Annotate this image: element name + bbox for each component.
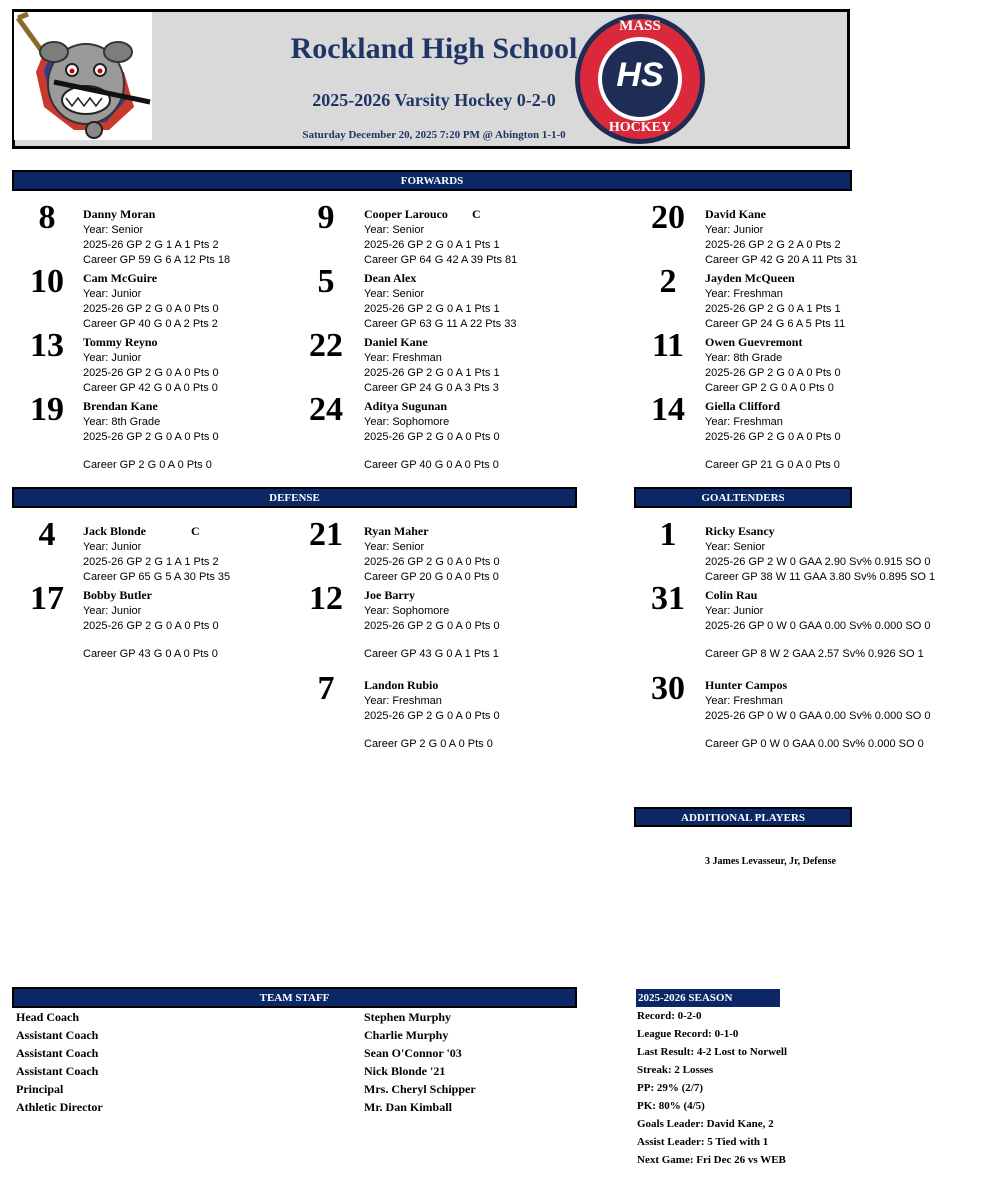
player-career-stats: Career GP 43 G 0 A 1 Pts 1	[364, 648, 499, 660]
jersey-number: 9	[317, 199, 335, 236]
staff-name: Nick Blonde '21	[364, 1064, 446, 1078]
player-name: Tommy Reyno	[83, 335, 158, 349]
season-stat-line: PK: 80% (4/5)	[637, 1100, 705, 1112]
season-stat-line: Last Result: 4-2 Lost to Norwell	[637, 1046, 788, 1058]
player-career-stats: Career GP 63 G 11 A 22 Pts 33	[364, 318, 517, 330]
jersey-number: 14	[651, 391, 685, 428]
season-stat-line: Goals Leader: David Kane, 2	[637, 1118, 774, 1130]
player-career-stats: Career GP 2 G 0 A 0 Pts 0	[705, 382, 834, 394]
player-name: Danny Moran	[83, 207, 156, 221]
player-name: Ryan Maher	[364, 524, 429, 538]
player-career-stats: Career GP 65 G 5 A 30 Pts 35	[83, 571, 231, 583]
staff-name: Mr. Dan Kimball	[364, 1100, 452, 1114]
player-year: Year: Senior	[364, 224, 425, 236]
player-year: Year: Freshman	[705, 288, 783, 300]
player-name: Jayden McQueen	[705, 271, 795, 285]
player-year: Year: Senior	[705, 541, 766, 553]
jersey-number: 2	[659, 263, 677, 300]
player-career-stats: Career GP 42 G 20 A 11 Pts 31	[705, 254, 858, 266]
team-staff-bar: TEAM STAFF	[12, 987, 577, 1008]
player-year: Year: Junior	[705, 224, 764, 236]
defense-section-bar: DEFENSE	[12, 487, 577, 508]
player-career-stats: Career GP 64 G 42 A 39 Pts 81	[364, 254, 518, 266]
player-name: Cooper Larouco	[364, 207, 448, 221]
player-name: Daniel Kane	[364, 335, 428, 349]
bulldog-logo	[14, 12, 152, 140]
staff-role: Assistant Coach	[16, 1028, 99, 1042]
staff-role: Assistant Coach	[16, 1064, 99, 1078]
jersey-number: 30	[651, 670, 685, 707]
logo-mass-text: MASS	[619, 18, 661, 34]
additional-player-entry: 3 James Levasseur, Jr, Defense	[705, 856, 836, 867]
jersey-number: 11	[651, 327, 685, 364]
jersey-number: 17	[30, 580, 64, 617]
player-season-stats: 2025-26 GP 2 G 0 A 0 Pts 0	[83, 431, 219, 443]
staff-role: Assistant Coach	[16, 1046, 99, 1060]
player-career-stats: Career GP 40 G 0 A 0 Pts 0	[364, 459, 499, 471]
season-stat-line: Next Game: Fri Dec 26 vs WEB	[637, 1154, 786, 1166]
player-career-stats: Career GP 43 G 0 A 0 Pts 0	[83, 648, 218, 660]
player-season-stats: 2025-26 GP 2 G 1 A 1 Pts 2	[83, 239, 219, 251]
player-year: Year: Senior	[364, 288, 425, 300]
player-year: Year: Junior	[83, 541, 142, 553]
game-info: Saturday December 20, 2025 7:20 PM @ Abington 1-1-0	[302, 129, 566, 141]
player-career-stats: Career GP 2 G 0 A 0 Pts 0	[83, 459, 212, 471]
jersey-number: 21	[309, 516, 343, 553]
player-season-stats: 2025-26 GP 2 W 0 GAA 2.90 Sv% 0.915 SO 0	[705, 556, 931, 568]
jersey-number: 12	[309, 580, 343, 617]
player-season-stats: 2025-26 GP 2 G 0 A 0 Pts 0	[83, 367, 219, 379]
player-year: Year: Sophomore	[364, 416, 450, 428]
jersey-number: 13	[30, 327, 64, 364]
player-name: Dean Alex	[364, 271, 417, 285]
player-season-stats: 2025-26 GP 2 G 0 A 0 Pts 0	[83, 620, 219, 632]
player-career-stats: Career GP 24 G 6 A 5 Pts 11	[705, 318, 846, 330]
logo-hockey-text: HOCKEY	[608, 120, 672, 135]
player-season-stats: 2025-26 GP 2 G 0 A 0 Pts 0	[83, 303, 219, 315]
player-season-stats: 2025-26 GP 2 G 0 A 0 Pts 0	[705, 431, 841, 443]
jersey-number: 20	[651, 199, 685, 236]
logo-hs-text: HS	[616, 56, 664, 94]
player-year: Year: Freshman	[364, 352, 442, 364]
player-season-stats: 2025-26 GP 2 G 0 A 0 Pts 0	[364, 620, 500, 632]
player-season-stats: 2025-26 GP 2 G 0 A 1 Pts 1	[364, 239, 500, 251]
player-year: Year: Freshman	[705, 695, 783, 707]
player-year: Year: Junior	[705, 605, 764, 617]
jersey-number: 1	[659, 516, 677, 553]
jersey-number: 7	[317, 670, 335, 707]
player-year: Year: Freshman	[364, 695, 442, 707]
player-name: Owen Guevremont	[705, 335, 803, 349]
additional-players-bar: ADDITIONAL PLAYERS	[634, 807, 852, 827]
player-year: Year: Junior	[83, 288, 142, 300]
mass-hockey-logo	[572, 12, 708, 146]
player-year: Year: Junior	[83, 352, 142, 364]
player-year: Year: Sophomore	[364, 605, 450, 617]
player-season-stats: 2025-26 GP 2 G 0 A 0 Pts 0	[705, 367, 841, 379]
player-year: Year: 8th Grade	[83, 416, 161, 428]
player-name: Cam McGuire	[83, 271, 158, 285]
player-name: Jack Blonde	[83, 524, 147, 538]
player-season-stats: 2025-26 GP 2 G 1 A 1 Pts 2	[83, 556, 219, 568]
player-career-stats: Career GP 24 G 0 A 3 Pts 3	[364, 382, 499, 394]
school-title: Rockland High School	[290, 32, 578, 65]
player-season-stats: 2025-26 GP 2 G 0 A 1 Pts 1	[364, 367, 500, 379]
player-name: Brendan Kane	[83, 399, 158, 413]
player-name: Bobby Butler	[83, 588, 153, 602]
season-stat-line: League Record: 0-1-0	[637, 1028, 739, 1040]
jersey-number: 5	[317, 263, 335, 300]
player-year: Year: Freshman	[705, 416, 783, 428]
player-name: Giella Clifford	[705, 399, 780, 413]
staff-name: Charlie Murphy	[364, 1028, 449, 1042]
player-year: Year: Junior	[83, 605, 142, 617]
player-name: Aditya Sugunan	[364, 399, 448, 413]
player-career-stats: Career GP 59 G 6 A 12 Pts 18	[83, 254, 231, 266]
player-name: Hunter Campos	[705, 678, 788, 692]
jersey-number: 22	[309, 327, 343, 364]
player-season-stats: 2025-26 GP 0 W 0 GAA 0.00 Sv% 0.000 SO 0	[705, 620, 931, 632]
player-season-stats: 2025-26 GP 2 G 0 A 0 Pts 0	[364, 710, 500, 722]
player-career-stats: Career GP 38 W 11 GAA 3.80 Sv% 0.895 SO 1	[705, 571, 936, 583]
jersey-number: 4	[38, 516, 56, 553]
player-career-stats: Career GP 8 W 2 GAA 2.57 Sv% 0.926 SO 1	[705, 648, 924, 660]
season-stat-line: PP: 29% (2/7)	[637, 1082, 703, 1094]
staff-role: Athletic Director	[16, 1100, 103, 1114]
goaltenders-section-bar: GOALTENDERS	[634, 487, 852, 508]
player-career-stats: Career GP 42 G 0 A 0 Pts 0	[83, 382, 218, 394]
player-season-stats: 2025-26 GP 2 G 0 A 1 Pts 1	[705, 303, 841, 315]
player-career-stats: Career GP 0 W 0 GAA 0.00 Sv% 0.000 SO 0	[705, 738, 924, 750]
player-career-stats: Career GP 20 G 0 A 0 Pts 0	[364, 571, 499, 583]
staff-name: Mrs. Cheryl Schipper	[364, 1082, 476, 1096]
staff-name: Sean O'Connor '03	[364, 1046, 462, 1060]
season-stat-line: Streak: 2 Losses	[637, 1064, 714, 1076]
player-season-stats: 2025-26 GP 2 G 0 A 0 Pts 0	[364, 431, 500, 443]
player-career-stats: Career GP 40 G 0 A 2 Pts 2	[83, 318, 218, 330]
player-career-stats: Career GP 21 G 0 A 0 Pts 0	[705, 459, 840, 471]
jersey-number: 24	[309, 391, 343, 428]
player-year: Year: Senior	[364, 541, 425, 553]
player-name: Landon Rubio	[364, 678, 439, 692]
captain-mark: C	[472, 207, 481, 221]
forwards-section-bar: FORWARDS	[12, 170, 852, 191]
jersey-number: 31	[651, 580, 685, 617]
player-year: Year: Senior	[83, 224, 144, 236]
player-career-stats: Career GP 2 G 0 A 0 Pts 0	[364, 738, 493, 750]
season-stat-line: Record: 0-2-0	[637, 1010, 702, 1022]
player-name: Joe Barry	[364, 588, 415, 602]
player-season-stats: 2025-26 GP 0 W 0 GAA 0.00 Sv% 0.000 SO 0	[705, 710, 931, 722]
jersey-number: 10	[30, 263, 64, 300]
season-record-title: 2025-2026 Varsity Hockey 0-2-0	[312, 90, 556, 110]
player-season-stats: 2025-26 GP 2 G 0 A 1 Pts 1	[364, 303, 500, 315]
captain-mark: C	[191, 524, 200, 538]
player-year: Year: 8th Grade	[705, 352, 783, 364]
season-section-bar: 2025-2026 SEASON	[636, 989, 780, 1007]
jersey-number: 8	[38, 199, 56, 236]
staff-name: Stephen Murphy	[364, 1010, 452, 1024]
player-name: Ricky Esancy	[705, 524, 775, 538]
player-name: David Kane	[705, 207, 767, 221]
player-season-stats: 2025-26 GP 2 G 0 A 0 Pts 0	[364, 556, 500, 568]
season-stat-line: Assist Leader: 5 Tied with 1	[637, 1136, 769, 1148]
jersey-number: 19	[30, 391, 64, 428]
player-name: Colin Rau	[705, 588, 758, 602]
staff-role: Principal	[16, 1082, 64, 1096]
player-season-stats: 2025-26 GP 2 G 2 A 0 Pts 2	[705, 239, 841, 251]
staff-role: Head Coach	[16, 1010, 79, 1024]
